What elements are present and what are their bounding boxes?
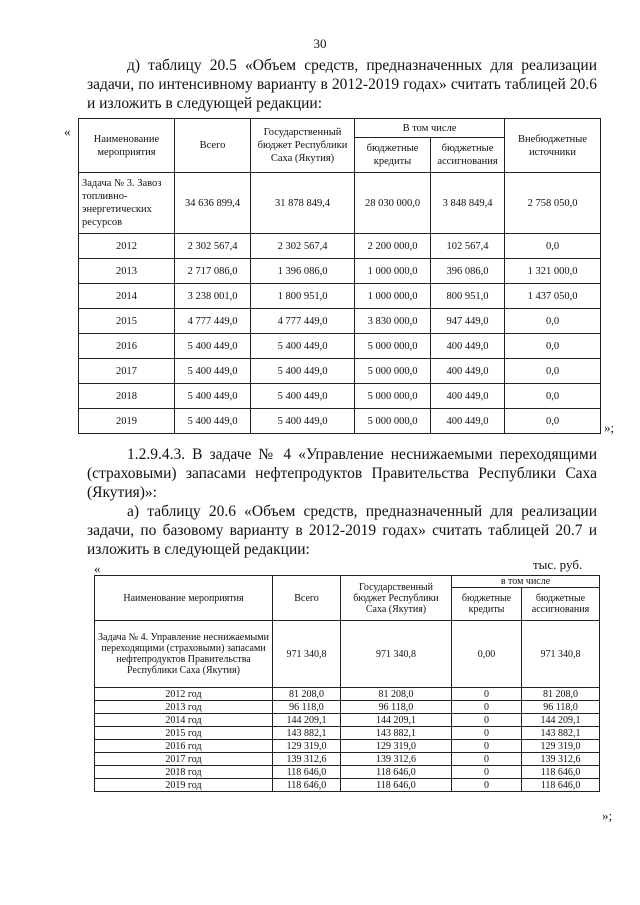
- header-name: Наименование мероприятия: [79, 119, 175, 173]
- header-total: Всего: [273, 576, 341, 621]
- task-total: 34 636 899,4: [175, 173, 251, 234]
- table-row: [79, 309, 601, 334]
- header-allocations: бюджетные ассигнования: [522, 588, 600, 621]
- cell-alloc: 81 208,0: [522, 688, 600, 701]
- task-total: 971 340,8: [273, 621, 341, 688]
- cell-state: 2 302 567,4: [251, 234, 355, 259]
- cell-credits: 3 830 000,0: [355, 309, 431, 334]
- task-credits: 0,00: [452, 621, 522, 688]
- table-20-6: [78, 118, 601, 434]
- task-alloc: 3 848 849,4: [431, 173, 505, 234]
- table-row: [95, 779, 600, 792]
- cell-total: 81 208,0: [273, 688, 341, 701]
- cell-total: 143 882,1: [273, 727, 341, 740]
- unit-label: тыс. руб.: [533, 557, 583, 572]
- cell-credits: 0: [452, 701, 522, 714]
- table-row: [79, 234, 601, 259]
- cell-alloc: 118 646,0: [522, 779, 600, 792]
- cell-year: 2016 год: [95, 740, 273, 753]
- cell-year: 2012 год: [95, 688, 273, 701]
- cell-total: 5 400 449,0: [175, 384, 251, 409]
- cell-credits: 5 000 000,0: [355, 384, 431, 409]
- cell-total: 2 717 086,0: [175, 259, 251, 284]
- cell-year: 2014 год: [95, 714, 273, 727]
- cell-credits: 1 000 000,0: [355, 259, 431, 284]
- table-row: [79, 284, 601, 309]
- cell-extra: 1 321 000,0: [505, 259, 601, 284]
- table-row: [79, 384, 601, 409]
- cell-alloc: 400 449,0: [431, 409, 505, 434]
- cell-year: 2013: [79, 259, 175, 284]
- task-name: Задача № 4. Управление неснижаемыми переходящими (страховыми) запасами нефтепродуктов Правительства Республики Саха (Якутия): [95, 621, 273, 688]
- cell-alloc: 144 209,1: [522, 714, 600, 727]
- header-including: В том числе: [355, 119, 505, 138]
- cell-state: 4 777 449,0: [251, 309, 355, 334]
- cell-total: 144 209,1: [273, 714, 341, 727]
- cell-total: 5 400 449,0: [175, 359, 251, 384]
- cell-state: 139 312,6: [341, 753, 452, 766]
- cell-year: 2017 год: [95, 753, 273, 766]
- cell-alloc: 129 319,0: [522, 740, 600, 753]
- cell-alloc: 396 086,0: [431, 259, 505, 284]
- cell-credits: 0: [452, 727, 522, 740]
- header-total: Всего: [175, 119, 251, 173]
- cell-extra: 0,0: [505, 234, 601, 259]
- cell-total: 5 400 449,0: [175, 334, 251, 359]
- header-allocations: бюджетные ассигнования: [431, 138, 505, 173]
- cell-year: 2019 год: [95, 779, 273, 792]
- cell-alloc: 400 449,0: [431, 359, 505, 384]
- cell-alloc: 143 882,1: [522, 727, 600, 740]
- cell-total: 4 777 449,0: [175, 309, 251, 334]
- cell-alloc: 96 118,0: [522, 701, 600, 714]
- cell-alloc: 947 449,0: [431, 309, 505, 334]
- task-credits: 28 030 000,0: [355, 173, 431, 234]
- cell-year: 2018 год: [95, 766, 273, 779]
- cell-year: 2012: [79, 234, 175, 259]
- cell-total: 118 646,0: [273, 779, 341, 792]
- cell-state: 5 400 449,0: [251, 409, 355, 434]
- cell-extra: 0,0: [505, 334, 601, 359]
- table-row: [95, 727, 600, 740]
- paragraph-1-2-9-4-3: 1.2.9.4.3. В задаче № 4 «Управление неснижаемыми переходящими (страховыми) запасами нефтепродуктов Правительства Республики Саха (Якутия)»:: [87, 446, 597, 501]
- quote-open-2: «: [94, 561, 101, 576]
- cell-year: 2015 год: [95, 727, 273, 740]
- cell-state: 1 800 951,0: [251, 284, 355, 309]
- cell-total: 139 312,6: [273, 753, 341, 766]
- header-state-budget: Государственный бюджет Республики Саха (Якутия): [251, 119, 355, 173]
- cell-credits: 5 000 000,0: [355, 334, 431, 359]
- task-state: 971 340,8: [341, 621, 452, 688]
- table-row: [79, 334, 601, 359]
- cell-total: 5 400 449,0: [175, 409, 251, 434]
- quote-close-1: »;: [604, 420, 615, 435]
- cell-alloc: 102 567,4: [431, 234, 505, 259]
- cell-state: 5 400 449,0: [251, 359, 355, 384]
- cell-credits: 0: [452, 753, 522, 766]
- cell-total: 118 646,0: [273, 766, 341, 779]
- cell-credits: 0: [452, 779, 522, 792]
- table-row: [95, 688, 600, 701]
- cell-extra: 1 437 050,0: [505, 284, 601, 309]
- cell-credits: 0: [452, 740, 522, 753]
- quote-close-2: »;: [602, 808, 613, 823]
- table-row: [95, 621, 600, 688]
- cell-year: 2013 год: [95, 701, 273, 714]
- quote-open-1: «: [64, 124, 71, 139]
- table-row: [95, 714, 600, 727]
- cell-state: 118 646,0: [341, 779, 452, 792]
- cell-year: 2018: [79, 384, 175, 409]
- cell-state: 118 646,0: [341, 766, 452, 779]
- paragraph-d: д) таблицу 20.5 «Объем средств, предназначенных для реализации задачи, по интенсивному варианту в 2012-2019 годах» считать таблицей 20.6 и изложить в следующей редакции:: [87, 57, 597, 112]
- cell-state: 96 118,0: [341, 701, 452, 714]
- task-state: 31 878 849,4: [251, 173, 355, 234]
- cell-credits: 0: [452, 766, 522, 779]
- cell-total: 2 302 567,4: [175, 234, 251, 259]
- cell-state: 143 882,1: [341, 727, 452, 740]
- header-state-budget: Государственный бюджет Республики Саха (Якутия): [341, 576, 452, 621]
- cell-state: 144 209,1: [341, 714, 452, 727]
- cell-year: 2019: [79, 409, 175, 434]
- cell-alloc: 800 951,0: [431, 284, 505, 309]
- cell-alloc: 139 312,6: [522, 753, 600, 766]
- task-extra: 2 758 050,0: [505, 173, 601, 234]
- cell-extra: 0,0: [505, 384, 601, 409]
- header-credits: бюджетные кредиты: [452, 588, 522, 621]
- cell-credits: 5 000 000,0: [355, 359, 431, 384]
- table-row: [79, 359, 601, 384]
- table-row: [95, 766, 600, 779]
- task-name: Задача № 3. Завоз топливно-энергетических ресурсов: [79, 173, 175, 234]
- cell-credits: 0: [452, 688, 522, 701]
- cell-year: 2014: [79, 284, 175, 309]
- cell-credits: 5 000 000,0: [355, 409, 431, 434]
- header-credits: бюджетные кредиты: [355, 138, 431, 173]
- header-including: в том числе: [452, 576, 600, 588]
- cell-alloc: 400 449,0: [431, 334, 505, 359]
- cell-total: 96 118,0: [273, 701, 341, 714]
- cell-extra: 0,0: [505, 359, 601, 384]
- cell-state: 129 319,0: [341, 740, 452, 753]
- cell-year: 2015: [79, 309, 175, 334]
- cell-year: 2017: [79, 359, 175, 384]
- cell-state: 5 400 449,0: [251, 384, 355, 409]
- task-alloc: 971 340,8: [522, 621, 600, 688]
- cell-state: 81 208,0: [341, 688, 452, 701]
- table-20-7: [94, 575, 600, 792]
- cell-alloc: 400 449,0: [431, 384, 505, 409]
- table-row: [79, 173, 601, 234]
- table-row: [79, 259, 601, 284]
- header-name: Наименование мероприятия: [95, 576, 273, 621]
- cell-total: 3 238 001,0: [175, 284, 251, 309]
- cell-extra: 0,0: [505, 309, 601, 334]
- cell-state: 5 400 449,0: [251, 334, 355, 359]
- cell-alloc: 118 646,0: [522, 766, 600, 779]
- table-row: [95, 701, 600, 714]
- table-row: [95, 753, 600, 766]
- table-row: [95, 740, 600, 753]
- cell-extra: 0,0: [505, 409, 601, 434]
- cell-year: 2016: [79, 334, 175, 359]
- paragraph-a: а) таблицу 20.6 «Объем средств, предназначенный для реализации задачи, по базовому варианту в 2012-2019 годах» считать таблицей 20.7 и изложить в следующей редакции:: [87, 503, 597, 558]
- page-number: 30: [313, 36, 327, 51]
- cell-state: 1 396 086,0: [251, 259, 355, 284]
- cell-credits: 2 200 000,0: [355, 234, 431, 259]
- cell-credits: 1 000 000,0: [355, 284, 431, 309]
- cell-total: 129 319,0: [273, 740, 341, 753]
- header-extra: Внебюджетные источники: [505, 119, 601, 173]
- cell-credits: 0: [452, 714, 522, 727]
- table-row: [79, 409, 601, 434]
